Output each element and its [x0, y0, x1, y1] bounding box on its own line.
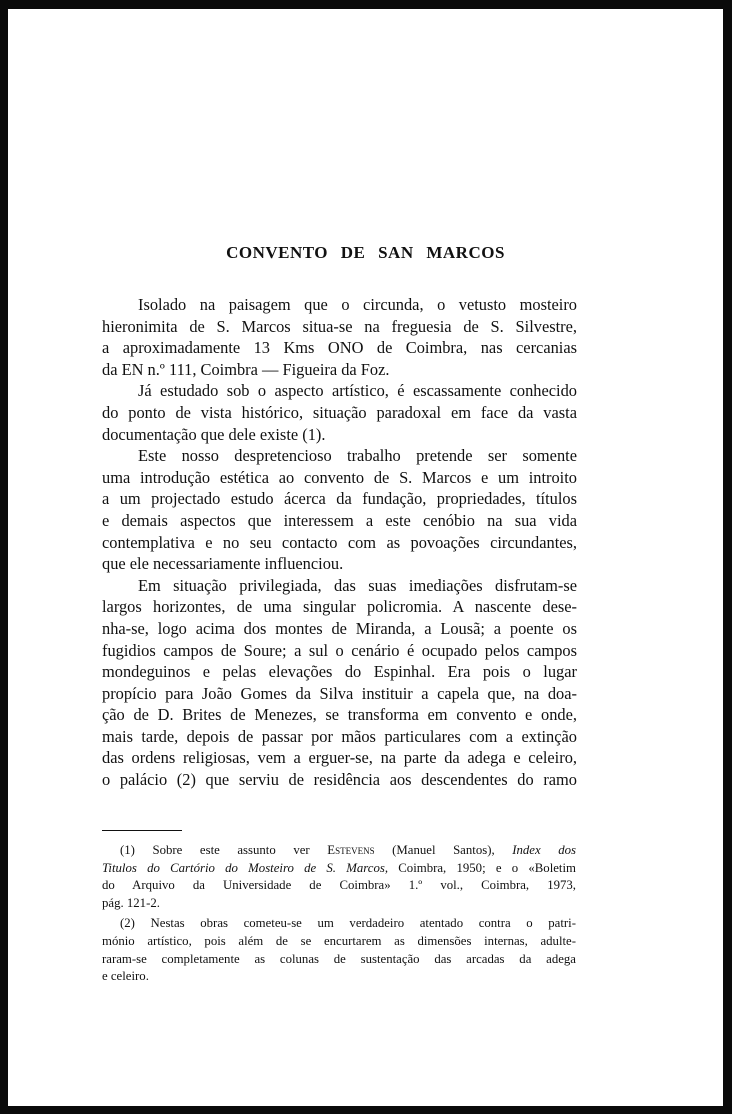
footnote-1-line: do Arquivo da Universidade de Coimbra» 1.º vol., Coimbra, 1973,	[102, 878, 576, 893]
body-line: Em situação privilegiada, das suas imediações disfrutam-se	[138, 575, 577, 595]
body-line: largos horizontes, de uma singular policromia. A nascente dese-	[102, 597, 577, 617]
footnote-2-line: mónio artístico, pois além de se encurtarem as dimensões internas, adulte-	[102, 933, 576, 948]
body-line: ção de D. Brites de Menezes, se transforma em convento e onde,	[102, 705, 577, 725]
footnote-2-line: raram-se completamente as colunas de sustentação das arcadas da adega	[102, 951, 576, 966]
body-line: o palácio (2) que serviu de residência aos descendentes do ramo	[102, 770, 577, 790]
footnote-2-line: (2) Nestas obras cometeu-se um verdadeiro atentado contra o patri-	[120, 916, 576, 931]
body-line: propício para João Gomes da Silva instituir a capela que, na doa-	[102, 683, 577, 703]
body-line: Este nosso despretencioso trabalho pretende ser somente	[138, 446, 577, 466]
body-line: contemplativa e no seu contacto com as povoações circundantes,	[102, 532, 577, 552]
body-line: nha-se, logo acima dos montes de Miranda, a Lousã; a poente os	[102, 618, 577, 638]
body-text	[102, 294, 577, 791]
body-line: a aproximadamente 13 Kms ONO de Coimbra, nas cercanias	[102, 338, 577, 358]
footnotes	[102, 842, 576, 986]
body-line: mais tarde, depois de passar por mãos particulares com a extinção	[102, 726, 577, 746]
footnote-1-line: pág. 121-2.	[102, 895, 160, 910]
body-line: da EN n.º 111, Coimbra — Figueira da Foz.	[102, 359, 390, 379]
footnote-1-line: (1) Sobre este assunto ver Estevens (Manuel Santos), Index dos	[120, 843, 576, 857]
body-line: do ponto de vista histórico, situação paradoxal em face da vasta	[102, 402, 577, 422]
body-line: que ele necessariamente influenciou.	[102, 554, 344, 574]
body-line: das ordens religiosas, vem a erguer-se, na parte da adega e celeiro,	[102, 748, 577, 768]
body-line: a um projectado estudo ácerca da fundação, propriedades, títulos	[102, 489, 577, 509]
body-line: mondeguinos e pelas elevações do Espinhal. Era pois o lugar	[102, 662, 577, 682]
body-line: uma introdução estética ao convento de S. Marcos e um introito	[102, 467, 577, 487]
footnote-2-line: e celeiro.	[102, 969, 149, 984]
body-line: Já estudado sob o aspecto artístico, é escassamente conhecido	[138, 381, 577, 401]
body-line: documentação que dele existe (1).	[102, 424, 326, 444]
body-line: Isolado na paisagem que o circunda, o vetusto mosteiro	[138, 295, 577, 314]
body-line: hieronimita de S. Marcos situa-se na freguesia de S. Silvestre,	[102, 316, 577, 336]
body-line: fugidios campos de Soure; a sul o cenário é ocupado pelos campos	[102, 640, 577, 660]
footnote-divider	[102, 830, 182, 831]
page-title: CONVENTO DE SAN MARCOS	[226, 243, 505, 262]
body-line: e demais aspectos que interessem a este cenóbio na sua vida	[102, 510, 577, 530]
footnote-1-line: Titulos do Cartório do Mosteiro de S. Marcos, Coimbra, 1950; e o «Boletim	[102, 860, 577, 875]
